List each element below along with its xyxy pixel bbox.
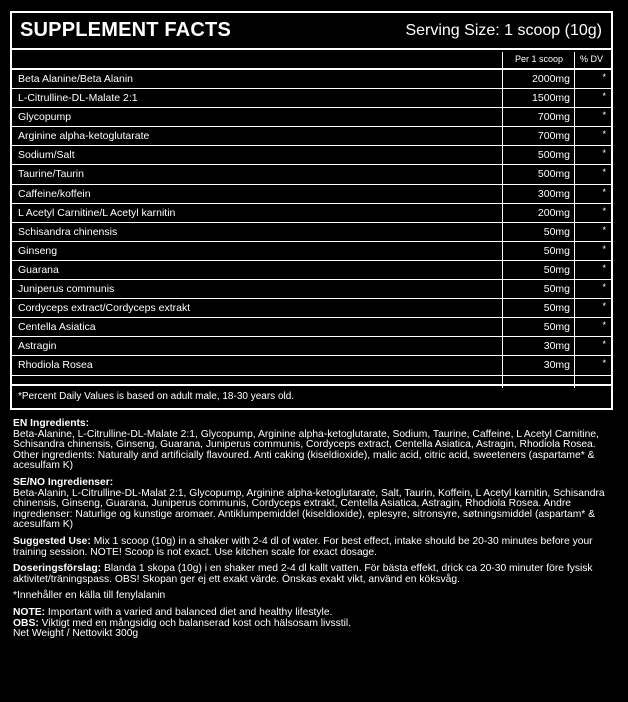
doserings-text: Blanda 1 skopa (10g) i en shaker med 2-4 dl kallt vatten. För bästa effekt, drick ca 20-30 minuter före fysisk aktivitet/träningspass. OBS! Skopan ger ej ett exakt värde. Önskas exakt vikt, använd en köksvåg. [13, 563, 593, 585]
ingredient-dv: * [602, 129, 606, 140]
suggested-use [13, 537, 611, 558]
ingredient-name: Guarana [18, 263, 59, 276]
note-text: Important with a varied and balanced diet and healthy lifestyle. [47, 606, 333, 618]
dv-header: % DV [579, 54, 603, 64]
ingredient-amount: 200mg [537, 206, 570, 219]
ingredient-amount: 500mg [537, 149, 570, 162]
ingredient-amount: 700mg [537, 130, 570, 143]
phenylalanine-note: *Innehåller en källa till fenylalanin [13, 590, 166, 602]
en-ingredients-text: Beta-Alanine, L-Citrulline-DL-Malate 2:1, Glycopump, Arginine alpha-ketoglutarate, Sodium, Taurine, Caffeine, L Acetyl Carnitine, Schisandra chinensis, Ginseng, Guarana, Juniperus communis, Cordyceps extract, Centella Asiatica, Astragin, Rhodiola Rosea. Other ingredients: Naturally and artificially flavoured. Anti caking (kiseldioxide), malic acid, citric acid, sweeteners (aspartame* & acesulfam K) [13, 428, 599, 472]
note-heading: NOTE: [13, 606, 46, 618]
ingredient-amount: 50mg [543, 302, 570, 315]
ingredient-name: L Acetyl Carnitine/L Acetyl karnitin [18, 206, 176, 219]
footnote-text: *Percent Daily Values is based on adult male, 18-30 years old. [18, 391, 295, 402]
table-row [12, 242, 611, 261]
table-row [12, 89, 611, 108]
ingredient-name: Juniperus communis [18, 283, 115, 296]
ingredient-dv: * [602, 262, 606, 273]
table-row [12, 165, 611, 184]
ingredient-dv: * [602, 339, 606, 350]
ingredient-name: Glycopump [18, 111, 72, 124]
obs-text: Viktigt med en mångsidig och balanserad kost och hälsosam livsstil. [41, 617, 352, 629]
daily-value-footnote [12, 384, 611, 408]
ingredient-dv: * [602, 148, 606, 159]
table-row [12, 261, 611, 280]
ingredient-dv: * [602, 282, 606, 293]
net-weight: Net Weight / Nettovikt 300g [13, 628, 139, 640]
ingredient-amount: 30mg [543, 359, 570, 372]
doserings-heading: Doseringsförslag: [13, 563, 102, 575]
ingredient-amount: 500mg [537, 168, 570, 181]
ingredient-dv: * [602, 72, 606, 82]
ingredient-amount: 50mg [543, 283, 570, 296]
ingredient-name: Taurine/Taurin [18, 168, 84, 181]
ingredient-amount: 700mg [537, 111, 570, 124]
seno-ingredients [13, 478, 611, 531]
table-row [12, 318, 611, 337]
ingredient-amount: 2000mg [532, 73, 570, 85]
obs-heading: OBS: [13, 617, 39, 629]
serving-size: Serving Size: 1 scoop (10g) [405, 22, 602, 39]
en-ingredients-heading: EN Ingredients: [13, 418, 90, 429]
facts-header [12, 13, 611, 50]
table-row [12, 223, 611, 242]
table-row [12, 146, 611, 165]
en-ingredients [13, 419, 611, 472]
ingredient-name: Astragin [18, 340, 57, 353]
suggested-use-heading: Suggested Use: [13, 535, 91, 547]
table-row [12, 337, 611, 356]
facts-title: SUPPLEMENT FACTS [20, 19, 231, 41]
ingredient-amount: 50mg [543, 244, 570, 257]
seno-ingredients-heading: SE/NO Ingredienser: [13, 476, 114, 488]
ingredient-name: Arginine alpha-ketoglutarate [18, 130, 150, 143]
supplement-facts-panel [10, 11, 613, 410]
ingredient-name: Centella Asiatica [18, 321, 96, 334]
ingredient-name: Cordyceps extract/Cordyceps extrakt [18, 302, 191, 315]
table-row [12, 70, 611, 89]
ingredient-amount: 50mg [543, 321, 570, 334]
ingredient-amount: 50mg [543, 263, 570, 276]
ingredient-name: Sodium/Salt [18, 149, 75, 162]
ingredient-name: L-Citrulline-DL-Malate 2:1 [18, 92, 138, 105]
ingredient-name: Rhodiola Rosea [18, 359, 93, 372]
table-row [12, 280, 611, 299]
table-row [12, 299, 611, 318]
ingredient-dv: * [602, 243, 606, 254]
ingredient-dv: * [602, 167, 606, 178]
per-scoop-header: Per 1 scoop [514, 54, 563, 64]
ingredient-dv: * [602, 186, 606, 197]
ingredient-dv: * [602, 320, 606, 331]
table-row [12, 185, 611, 204]
ingredient-dv: * [602, 110, 606, 121]
ingredient-name: Beta Alanine/Beta Alanin [18, 73, 134, 85]
suggested-use-text: Mix 1 scoop (10g) in a shaker with 2-4 dl of water. For best effect, intake should be 20-30 minutes before your training session. NOTE! Scoop is not exact. Use kitchen scale for exact dosage. [13, 535, 593, 558]
ingredient-dv: * [602, 205, 606, 216]
ingredient-table [12, 70, 611, 376]
table-row [12, 108, 611, 127]
ingredient-dv: * [602, 91, 606, 102]
ingredient-name: Caffeine/koffein [18, 187, 91, 200]
ingredient-dv: * [602, 358, 606, 369]
table-row [12, 356, 611, 375]
column-header-row [12, 50, 611, 70]
label-info-text [13, 419, 611, 640]
table-row [12, 204, 611, 223]
ingredient-amount: 300mg [537, 187, 570, 200]
ingredient-name: Schisandra chinensis [18, 225, 118, 238]
ingredient-dv: * [602, 301, 606, 312]
table-row [12, 127, 611, 146]
ingredient-amount: 50mg [543, 225, 570, 238]
ingredient-amount: 1500mg [532, 92, 570, 105]
ingredient-amount: 30mg [543, 340, 570, 353]
doserings-forslag [13, 564, 611, 585]
seno-ingredients-text: Beta-Alanin, L-Citrulline-DL-Malat 2:1, Glycopump, Arginine alpha-ketoglutarate, Salt, Taurin, Koffein, L Acetyl karnitin, Schisandra chinensis, Ginseng, Guarana, Juniperus communis, Cordyceps extrakt, Centella Asiatica, Astragin, Rhodiola Rosea. Andre ingredienser: Naturlige og kunstige aromaer. Antiklumpemiddel (kiseldioxide), eplesyre, sitronsyre, søtningsmiddel (aspartam* & acesulfam K) [13, 487, 605, 531]
ingredient-name: Ginseng [18, 244, 58, 257]
ingredient-dv: * [602, 224, 606, 235]
